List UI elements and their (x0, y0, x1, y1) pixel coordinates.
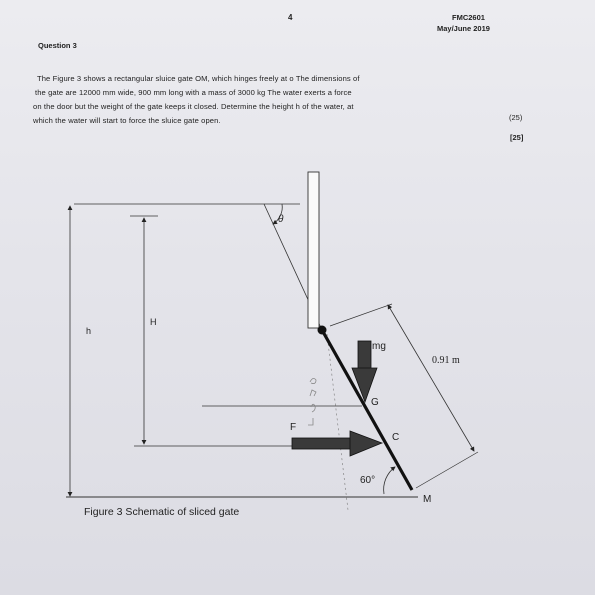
length-ext-top (330, 304, 392, 326)
g-label: G (371, 397, 379, 408)
f-label: F (290, 422, 297, 433)
m-label: M (423, 494, 432, 505)
question-marks: (25) (509, 113, 523, 122)
H-label: H (150, 317, 157, 327)
weight-arrow-shaft (358, 341, 371, 371)
h-label: h (86, 326, 92, 336)
length-dimension-line (388, 305, 474, 451)
force-arrow-shaft (292, 438, 352, 449)
handwritten-annotation (308, 378, 316, 425)
length-label: 0.91 m (432, 355, 460, 366)
angle-arc (384, 467, 395, 494)
page-number: 4 (288, 13, 293, 22)
c-label: C (392, 432, 400, 443)
angle-label: 60° (360, 475, 376, 486)
course-code: FMC2601 (452, 13, 485, 22)
question-line-1: The Figure 3 shows a rectangular sluice gate OM, which hinges freely at o The dimensions of (37, 74, 360, 83)
vertical-post (308, 172, 319, 328)
figure-caption: Figure 3 Schematic of sliced gate (84, 506, 240, 518)
mg-label: mg (372, 341, 386, 352)
exam-session: May/June 2019 (437, 24, 490, 33)
question-line-2: the gate are 12000 mm wide, 900 mm long with a mass of 3000 kg The water exerts a force (35, 88, 352, 97)
hinge-point (318, 326, 327, 335)
length-ext-bottom (416, 452, 478, 488)
theta-label: θ (278, 214, 284, 225)
force-arrow-head (350, 431, 382, 456)
question-line-4: which the water will start to force the sluice gate open. (33, 116, 221, 125)
total-marks: [25] (510, 133, 524, 142)
question-line-3: on the door but the weight of the gate keeps it closed. Determine the height h of the water, at (33, 102, 354, 111)
question-heading: Question 3 (38, 41, 77, 50)
